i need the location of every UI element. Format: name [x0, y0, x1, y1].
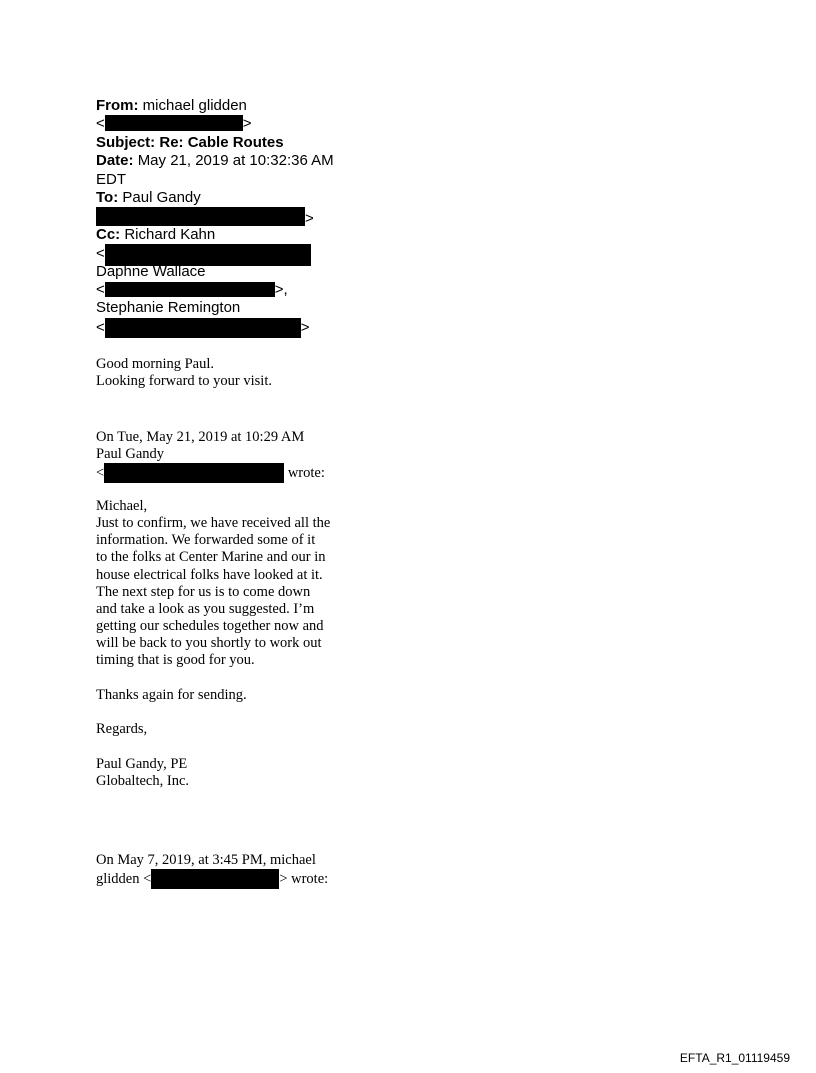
quote-body-line: Just to confirm, we have received all the [96, 514, 331, 531]
quote2-intro-email-line [96, 869, 366, 886]
quote-intro-name: Paul Gandy [96, 446, 165, 463]
cc2-name: Daphne Wallace [96, 262, 206, 280]
quote-body-line: The next step for us is to come down [96, 583, 311, 600]
quote-wrote: wrote: [287, 465, 325, 482]
to-name: Paul Gandy [122, 188, 201, 206]
document-id: EFTA_R1_01119459 [679, 1051, 790, 1065]
quote-body-line: timing that is good for you. [96, 652, 255, 669]
bracket-open: < [96, 465, 105, 482]
cc1-email-line [96, 244, 366, 262]
reply-line: Good morning Paul. [96, 356, 215, 372]
quote-body-line: and take a look as you suggested. I’m [96, 600, 315, 617]
bracket-open: < [96, 280, 105, 298]
quote-intro-email-line [96, 463, 366, 480]
date-label: Date: [96, 152, 134, 170]
cc-line [96, 226, 366, 244]
quote-body-line: getting our schedules together now and [96, 618, 324, 635]
subject-label: Subject: [96, 133, 156, 151]
bracket-close: > [242, 115, 252, 133]
bracket-open: < [143, 871, 152, 888]
from-label: From: [96, 97, 139, 114]
redaction-block [105, 282, 275, 297]
quote-body-line: house electrical folks have looked at it. [96, 566, 323, 583]
to-line [96, 189, 366, 207]
redaction-block [104, 463, 284, 483]
from-name: michael glidden [142, 97, 247, 114]
bracket-open: < [96, 115, 105, 133]
redaction-block [96, 207, 305, 226]
subject-text: Re: Cable Routes [159, 133, 284, 151]
quote-body-line: will be back to you shortly to work out [96, 635, 322, 652]
redaction-block [105, 115, 243, 131]
quote-greeting: Michael, [96, 497, 148, 514]
quote-intro-line: On Tue, May 21, 2019 at 10:29 AM [96, 429, 305, 445]
redaction-block [151, 869, 279, 889]
bracket-close: >, [274, 280, 288, 298]
signature-company: Globaltech, Inc. [96, 772, 190, 789]
reply-line: Looking forward to your visit. [96, 373, 272, 390]
bracket-close: > [300, 318, 310, 336]
email-header [96, 97, 366, 336]
cc2-email-line [96, 281, 366, 299]
subject-line [96, 134, 366, 152]
cc2-name-line [96, 263, 366, 281]
quote2-intro-line: On May 7, 2019, at 3:45 PM, michael [96, 852, 316, 868]
date-text: May 21, 2019 at 10:32:36 AM [137, 152, 334, 170]
to-email-line [96, 207, 366, 228]
bracket-open: < [96, 245, 105, 263]
cc-label: Cc: [96, 225, 121, 243]
to-label: To: [96, 188, 119, 206]
cc3-name-line [96, 299, 366, 317]
redaction-block [105, 318, 301, 338]
signature-name: Paul Gandy, PE [96, 755, 188, 772]
cc3-name: Stephanie Remington [96, 299, 241, 317]
date-line-2 [96, 171, 366, 189]
quote-regards: Regards, [96, 721, 148, 738]
quote-body-line: to the folks at Center Marine and our in [96, 549, 326, 566]
cc3-email-line [96, 318, 366, 336]
from-email-line [96, 115, 366, 133]
quote-wrote: > wrote: [279, 871, 329, 888]
bracket-close: > [305, 210, 314, 228]
quote-body-line: information. We forwarded some of it [96, 532, 316, 549]
reply-body [96, 356, 366, 390]
bracket-open: < [96, 318, 105, 336]
from-line [96, 97, 366, 115]
quote2-sender-name: glidden [96, 871, 140, 888]
quoted-message-2 [96, 852, 366, 886]
date-timezone: EDT [96, 170, 126, 188]
date-line [96, 152, 366, 170]
quoted-message [96, 429, 366, 790]
quote-thanks: Thanks again for sending. [96, 686, 247, 703]
cc1-name: Richard Kahn [124, 225, 216, 243]
